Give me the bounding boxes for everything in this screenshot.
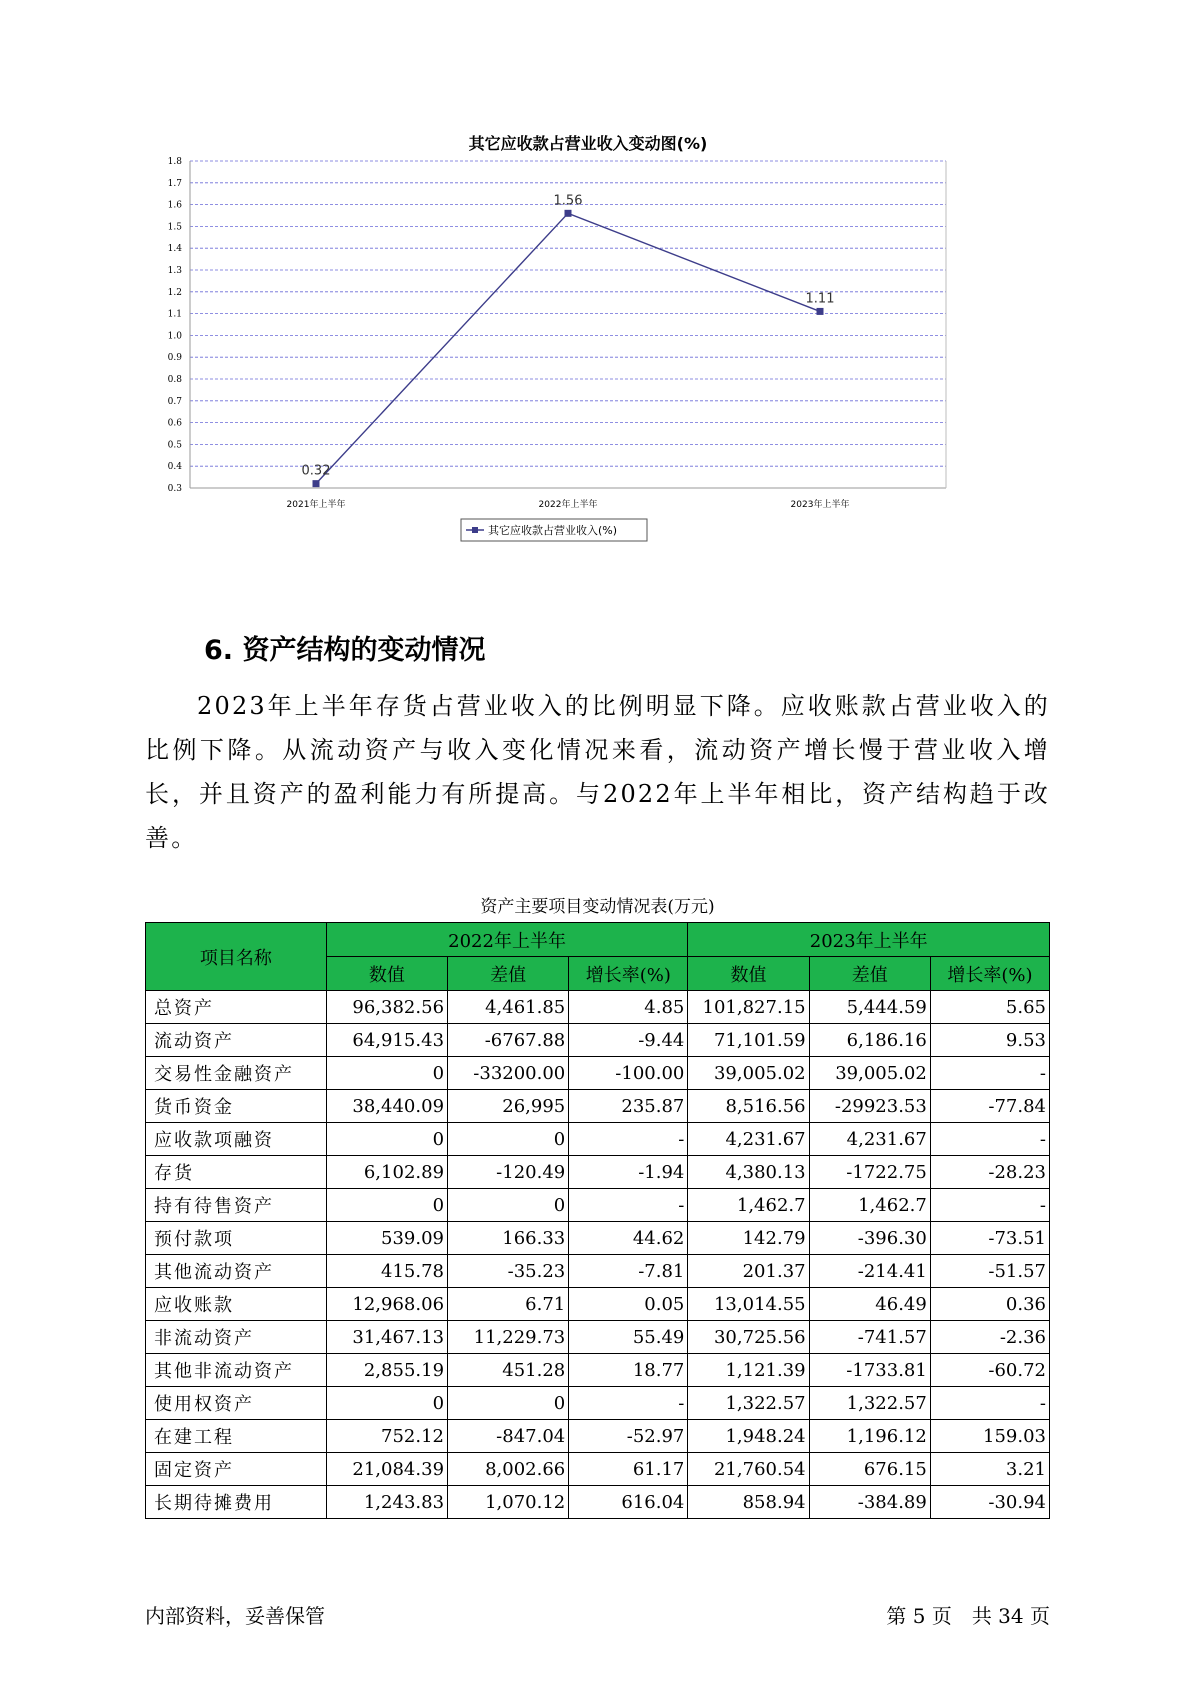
row-item-name: 长期待摊费用 (146, 1486, 327, 1519)
table-cell: -30.94 (930, 1486, 1049, 1519)
table-cell: 858.94 (688, 1486, 809, 1519)
row-item-name: 在建工程 (146, 1420, 327, 1453)
table-body (146, 991, 1050, 1519)
header-rate-2022: 增长率(%) (569, 957, 688, 991)
table-cell: 0 (326, 1189, 447, 1222)
table-cell: 1,948.24 (688, 1420, 809, 1453)
y-tick-label: 1.1 (167, 309, 182, 320)
table-cell: 5.65 (930, 991, 1049, 1024)
table-cell: 39,005.02 (688, 1057, 809, 1090)
table-cell: 166.33 (448, 1222, 569, 1255)
legend-label: 其它应收款占营业收入(%) (488, 524, 618, 537)
table-row (146, 1321, 1050, 1354)
table-cell: -33200.00 (448, 1057, 569, 1090)
series-line (316, 213, 820, 483)
header-group-2023: 2023年上半年 (688, 923, 1050, 957)
table-cell: 11,229.73 (448, 1321, 569, 1354)
table-cell: 4,231.67 (809, 1123, 930, 1156)
row-item-name: 流动资产 (146, 1024, 327, 1057)
table-cell: 752.12 (326, 1420, 447, 1453)
row-item-name: 使用权资产 (146, 1387, 327, 1420)
footer-confidential-note: 内部资料，妥善保管 (145, 1604, 325, 1628)
data-label: 1.56 (553, 193, 583, 209)
table-header-row-1 (146, 923, 1050, 957)
header-diff-2022: 差值 (448, 957, 569, 991)
data-point (817, 308, 824, 315)
table-cell: -51.57 (930, 1255, 1049, 1288)
table-cell: 64,915.43 (326, 1024, 447, 1057)
table-cell: 44.62 (569, 1222, 688, 1255)
row-item-name: 其他非流动资产 (146, 1354, 327, 1387)
header-item-name: 项目名称 (146, 923, 327, 991)
table-cell: 21,760.54 (688, 1453, 809, 1486)
table-cell: -741.57 (809, 1321, 930, 1354)
table-row (146, 1024, 1050, 1057)
table-cell: - (569, 1189, 688, 1222)
legend-marker (472, 527, 478, 533)
y-tick-label: 0.8 (167, 375, 182, 385)
table-cell: 1,070.12 (448, 1486, 569, 1519)
data-point (565, 210, 572, 217)
y-tick-label: 0.3 (167, 484, 182, 494)
section-heading: 6. 资产结构的变动情况 (204, 635, 486, 666)
table-cell: 0.36 (930, 1288, 1049, 1321)
row-item-name: 持有待售资产 (146, 1189, 327, 1222)
table-cell: 6.71 (448, 1288, 569, 1321)
table-cell: -60.72 (930, 1354, 1049, 1387)
table-cell: -847.04 (448, 1420, 569, 1453)
table-cell: 539.09 (326, 1222, 447, 1255)
table-cell: 451.28 (448, 1354, 569, 1387)
x-tick-label: 2023年上半年 (790, 500, 850, 510)
table-cell: 8,516.56 (688, 1090, 809, 1123)
table-cell: 1,121.39 (688, 1354, 809, 1387)
x-tick-label: 2021年上半年 (286, 500, 346, 510)
table-caption: 资产主要项目变动情况表(万元) (480, 897, 715, 917)
table-cell: 676.15 (809, 1453, 930, 1486)
table-cell: 1,322.57 (809, 1387, 930, 1420)
table-cell: 13,014.55 (688, 1288, 809, 1321)
table-row (146, 1387, 1050, 1420)
table-cell: - (930, 1387, 1049, 1420)
table-cell: -120.49 (448, 1156, 569, 1189)
table-row (146, 1222, 1050, 1255)
table-cell: -396.30 (809, 1222, 930, 1255)
chart-svg (150, 135, 1040, 595)
table-cell: 2,855.19 (326, 1354, 447, 1387)
line-chart (150, 135, 1040, 595)
table-cell: 61.17 (569, 1453, 688, 1486)
table-cell: 6,102.89 (326, 1156, 447, 1189)
header-value-2022: 数值 (326, 957, 447, 991)
table-cell: 55.49 (569, 1321, 688, 1354)
table-cell: 415.78 (326, 1255, 447, 1288)
table-cell: 39,005.02 (809, 1057, 930, 1090)
table-cell: 46.49 (809, 1288, 930, 1321)
table-cell: 0 (448, 1387, 569, 1420)
table-cell: 1,462.7 (809, 1189, 930, 1222)
header-rate-2023: 增长率(%) (930, 957, 1049, 991)
table-row (146, 1255, 1050, 1288)
table-cell: 101,827.15 (688, 991, 809, 1024)
table-row (146, 1057, 1050, 1090)
table-cell: 142.79 (688, 1222, 809, 1255)
y-tick-label: 1.5 (167, 222, 182, 233)
table-cell: 12,968.06 (326, 1288, 447, 1321)
table-cell: -214.41 (809, 1255, 930, 1288)
y-tick-label: 0.7 (167, 396, 182, 407)
table-cell: 1,322.57 (688, 1387, 809, 1420)
row-item-name: 其他流动资产 (146, 1255, 327, 1288)
table-cell: - (930, 1189, 1049, 1222)
row-item-name: 存货 (146, 1156, 327, 1189)
y-tick-label: 1.4 (167, 244, 182, 255)
table-cell: 21,084.39 (326, 1453, 447, 1486)
table-row (146, 1189, 1050, 1222)
table-cell: -100.00 (569, 1057, 688, 1090)
y-tick-label: 0.9 (167, 353, 182, 364)
row-item-name: 交易性金融资产 (146, 1057, 327, 1090)
section-paragraph: 2023年上半年存货占营业收入的比例明显下降。应收账款占营业收入的比例下降。从流动资产与收入变化情况来看，流动资产增长慢于营业收入增长，并且资产的盈利能力有所提高。与2022年上半年相比，资产结构趋于改善。 (145, 692, 1050, 852)
table-cell: -1.94 (569, 1156, 688, 1189)
y-tick-label: 1.6 (167, 200, 182, 211)
table-cell: -1722.75 (809, 1156, 930, 1189)
table-cell: 159.03 (930, 1420, 1049, 1453)
row-item-name: 非流动资产 (146, 1321, 327, 1354)
y-tick-label: 1.7 (167, 178, 182, 189)
table-cell: 0 (448, 1123, 569, 1156)
table-cell: 26,995 (448, 1090, 569, 1123)
table-cell: -73.51 (930, 1222, 1049, 1255)
table-cell: 0 (326, 1123, 447, 1156)
table-row (146, 1123, 1050, 1156)
row-item-name: 总资产 (146, 991, 327, 1024)
y-tick-label: 0.6 (167, 418, 182, 429)
y-tick-label: 0.5 (167, 440, 182, 451)
table-row (146, 1420, 1050, 1453)
table-cell: - (930, 1123, 1049, 1156)
asset-change-table (145, 922, 1050, 1519)
table-row (146, 1453, 1050, 1486)
row-item-name: 应收款项融资 (146, 1123, 327, 1156)
y-tick-label: 0.4 (167, 462, 182, 473)
table-cell: 30,725.56 (688, 1321, 809, 1354)
y-tick-label: 1.3 (167, 266, 182, 276)
table-row (146, 1354, 1050, 1387)
table-cell: 235.87 (569, 1090, 688, 1123)
table-cell: 1,243.83 (326, 1486, 447, 1519)
table-cell: - (930, 1057, 1049, 1090)
table-cell: 4.85 (569, 991, 688, 1024)
table-cell: 1,462.7 (688, 1189, 809, 1222)
header-value-2023: 数值 (688, 957, 809, 991)
table-row (146, 1288, 1050, 1321)
header-group-2022: 2022年上半年 (326, 923, 688, 957)
table-cell: 0 (326, 1387, 447, 1420)
table-cell: 201.37 (688, 1255, 809, 1288)
table-cell: - (569, 1123, 688, 1156)
table-cell: 9.53 (930, 1024, 1049, 1057)
chart-title: 其它应收款占营业收入变动图(%) (468, 135, 708, 153)
table-cell: 3.21 (930, 1453, 1049, 1486)
table-row (146, 1156, 1050, 1189)
table-cell: -29923.53 (809, 1090, 930, 1123)
table-cell: -1733.81 (809, 1354, 930, 1387)
row-item-name: 应收账款 (146, 1288, 327, 1321)
x-tick-label: 2022年上半年 (538, 500, 598, 510)
table-cell: 1,196.12 (809, 1420, 930, 1453)
table-row (146, 1486, 1050, 1519)
row-item-name: 货币资金 (146, 1090, 327, 1123)
table-cell: 71,101.59 (688, 1024, 809, 1057)
y-tick-label: 1.0 (167, 331, 182, 342)
table-cell: -28.23 (930, 1156, 1049, 1189)
table-cell: 8,002.66 (448, 1453, 569, 1486)
table-header (146, 923, 1050, 991)
table-cell: 0 (326, 1057, 447, 1090)
header-diff-2023: 差值 (809, 957, 930, 991)
table-cell: 4,231.67 (688, 1123, 809, 1156)
table-cell: 0 (448, 1189, 569, 1222)
y-tick-label: 1.2 (167, 287, 182, 298)
table-cell: 616.04 (569, 1486, 688, 1519)
table-cell: -6767.88 (448, 1024, 569, 1057)
table-cell: 0.05 (569, 1288, 688, 1321)
table-cell: 4,380.13 (688, 1156, 809, 1189)
table-cell: -7.81 (569, 1255, 688, 1288)
data-label: 0.32 (301, 463, 331, 479)
row-item-name: 固定资产 (146, 1453, 327, 1486)
table-cell: 18.77 (569, 1354, 688, 1387)
table-cell: -77.84 (930, 1090, 1049, 1123)
table-cell: -384.89 (809, 1486, 930, 1519)
table-cell: 96,382.56 (326, 991, 447, 1024)
table-cell: -52.97 (569, 1420, 688, 1453)
table-cell: 4,461.85 (448, 991, 569, 1024)
data-point (313, 480, 320, 487)
row-item-name: 预付款项 (146, 1222, 327, 1255)
table-row (146, 991, 1050, 1024)
table-cell: - (569, 1387, 688, 1420)
table-row (146, 1090, 1050, 1123)
table-cell: 6,186.16 (809, 1024, 930, 1057)
table-cell: -2.36 (930, 1321, 1049, 1354)
table-cell: 31,467.13 (326, 1321, 447, 1354)
y-tick-label: 1.8 (167, 157, 182, 167)
table-cell: 5,444.59 (809, 991, 930, 1024)
table-cell: 38,440.09 (326, 1090, 447, 1123)
data-label: 1.11 (805, 291, 835, 307)
table-cell: -9.44 (569, 1024, 688, 1057)
table-cell: -35.23 (448, 1255, 569, 1288)
footer-page-number: 第 5 页 共 34 页 (886, 1604, 1050, 1628)
